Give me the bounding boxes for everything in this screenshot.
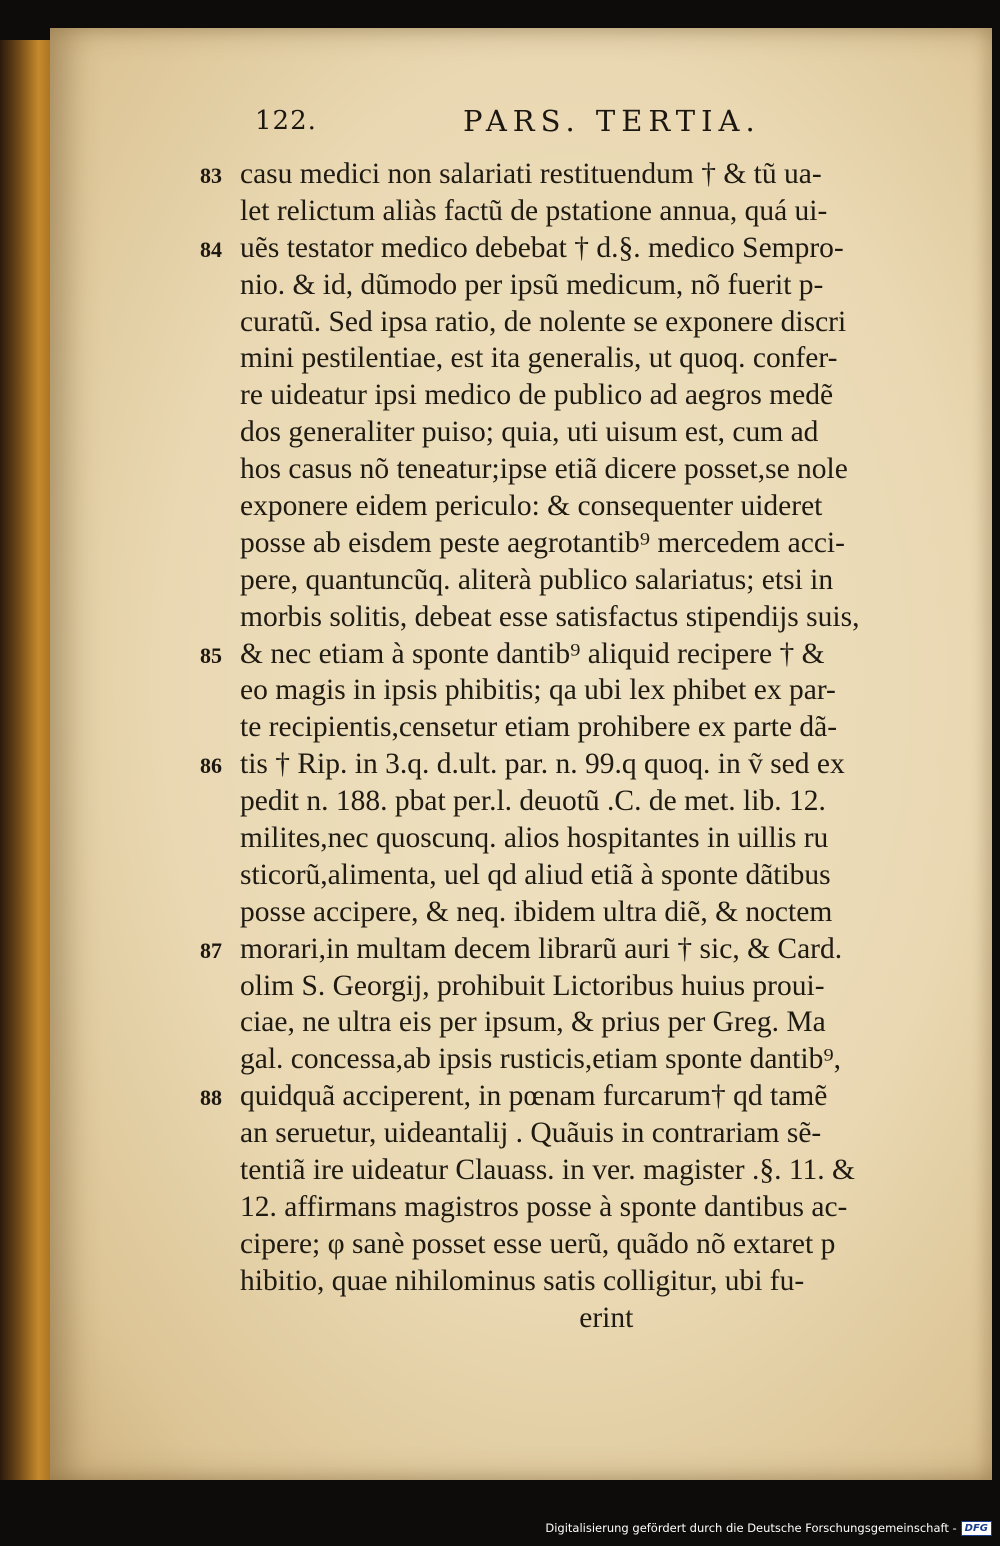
credit-text: Digitalisierung gefördert durch die Deutsche Forschungsgemeinschaft - [545, 1521, 957, 1535]
line-text: pere, quantuncũq. aliterà publico salariatus; etsi in [240, 563, 834, 596]
line-text: eo magis in ipsis phibitis; qa ubi lex phibet ex par- [240, 674, 836, 707]
text-line [200, 1115, 960, 1152]
text-line [200, 599, 960, 636]
line-text: 12. affirmans magistros posse à sponte dantibus ac- [240, 1190, 848, 1223]
text-line [200, 156, 960, 193]
margin-number: 84 [200, 236, 222, 262]
text-line [200, 377, 960, 414]
margin-number: 85 [200, 642, 222, 668]
text-line [200, 1078, 960, 1115]
line-text: morbis solitis, debeat esse satisfactus stipendijs suis, [240, 600, 860, 633]
text-line [200, 562, 960, 599]
text-line [200, 1300, 960, 1337]
line-text: posse ab eisdem peste aegrotantib⁹ mercedem acci- [240, 526, 845, 559]
margin-number: 83 [200, 163, 222, 188]
text-line [200, 451, 960, 488]
line-text: hibitio, quae nihilominus satis colligitur, ubi fu- [240, 1264, 805, 1297]
line-text: an seruetur, uideantalij . Quãuis in contrariam sẽ- [240, 1117, 822, 1150]
line-text: re uideatur ipsi medico de publico ad aegros medẽ [240, 379, 834, 412]
line-text: casu medici non salariati restituendum † & tũ ua- [240, 158, 822, 190]
text-line [200, 1263, 960, 1300]
text-line [200, 931, 960, 968]
text-line [200, 414, 960, 451]
text-line [200, 525, 960, 562]
line-text: curatũ. Sed ipsa ratio, de nolente se exponere discri [240, 305, 847, 338]
line-text: mini pestilentiae, est ita generalis, ut quoq. confer- [240, 342, 838, 375]
line-text: erint [240, 1301, 634, 1334]
text-line [200, 894, 960, 931]
page-header [255, 104, 815, 144]
running-title: PARS. TERTIA. [463, 104, 761, 138]
line-text: posse accipere, & neq. ibidem ultra diẽ, & noctem [240, 895, 833, 928]
page-number: 122. [255, 106, 317, 136]
margin-number: 86 [200, 753, 222, 779]
text-line [200, 1041, 960, 1078]
line-text: uẽs testator medico debebat † d.§. medico Sempro- [240, 231, 844, 264]
line-text: milites,nec quoscunq. alios hospitantes in uillis ru [240, 822, 829, 855]
line-text: quidquã acciperent, in pœnam furcarum† qd tamẽ [240, 1080, 828, 1113]
text-line [200, 1226, 960, 1263]
text-line [200, 672, 960, 709]
line-text: olim S. Georgij, prohibuit Lictoribus huius proui- [240, 969, 825, 1002]
text-line [200, 488, 960, 525]
line-text: sticorũ,alimenta, uel qd aliud etiã à sponte dãtibus [240, 858, 831, 891]
line-text: morari,in multam decem librarũ auri † sic, & Card. [240, 932, 843, 965]
text-line [200, 340, 960, 377]
text-line [200, 820, 960, 857]
text-line [200, 304, 960, 341]
line-text: ciae, ne ultra eis per ipsum, & prius per Greg. Ma [240, 1006, 826, 1039]
body-text [200, 156, 960, 1337]
line-text: hos casus nõ teneatur;ipse etiã dicere posset,se nole [240, 453, 848, 486]
line-text: tentiã ire uideatur Clauass. in ver. magister .§. 11. & [240, 1154, 855, 1187]
text-line [200, 1152, 960, 1189]
dfg-logo: DFG [961, 1521, 992, 1536]
line-text: gal. concessa,ab ipsis rusticis,etiam sponte dantib⁹, [240, 1043, 841, 1076]
margin-number: 88 [200, 1085, 222, 1111]
text-line [200, 746, 960, 783]
line-text: exponere eidem periculo: & consequenter uideret [240, 490, 823, 523]
line-text: & nec etiam à sponte dantib⁹ aliquid recipere † & [240, 637, 825, 670]
text-line [200, 193, 960, 230]
text-line [200, 230, 960, 267]
text-line [200, 709, 960, 746]
line-text: te recipientis,censetur etiam prohibere ex parte dã- [240, 711, 838, 744]
line-text: cipere; φ sanè posset esse uerũ, quãdo nõ extaret p [240, 1227, 836, 1260]
text-line [200, 783, 960, 820]
line-text: nio. & id, dũmodo per ipsũ medicum, nõ fuerit p- [240, 268, 824, 301]
footer-credit [545, 1518, 992, 1538]
line-text: tis † Rip. in 3.q. d.ult. par. n. 99.q quoq. in ṽ sed ex [240, 748, 845, 781]
text-line [200, 968, 960, 1005]
margin-number: 87 [200, 937, 222, 963]
line-text: dos generaliter puiso; quia, uti uisum est, cum ad [240, 416, 819, 449]
line-text: pedit n. 188. pbat per.l. deuotũ .C. de met. lib. 12. [240, 785, 826, 818]
line-text: let relictum aliàs factũ de pstatione annua, quá ui- [240, 194, 828, 227]
text-line [200, 1004, 960, 1041]
text-line [200, 1189, 960, 1226]
text-line [200, 636, 960, 673]
text-line [200, 267, 960, 304]
text-line [200, 857, 960, 894]
